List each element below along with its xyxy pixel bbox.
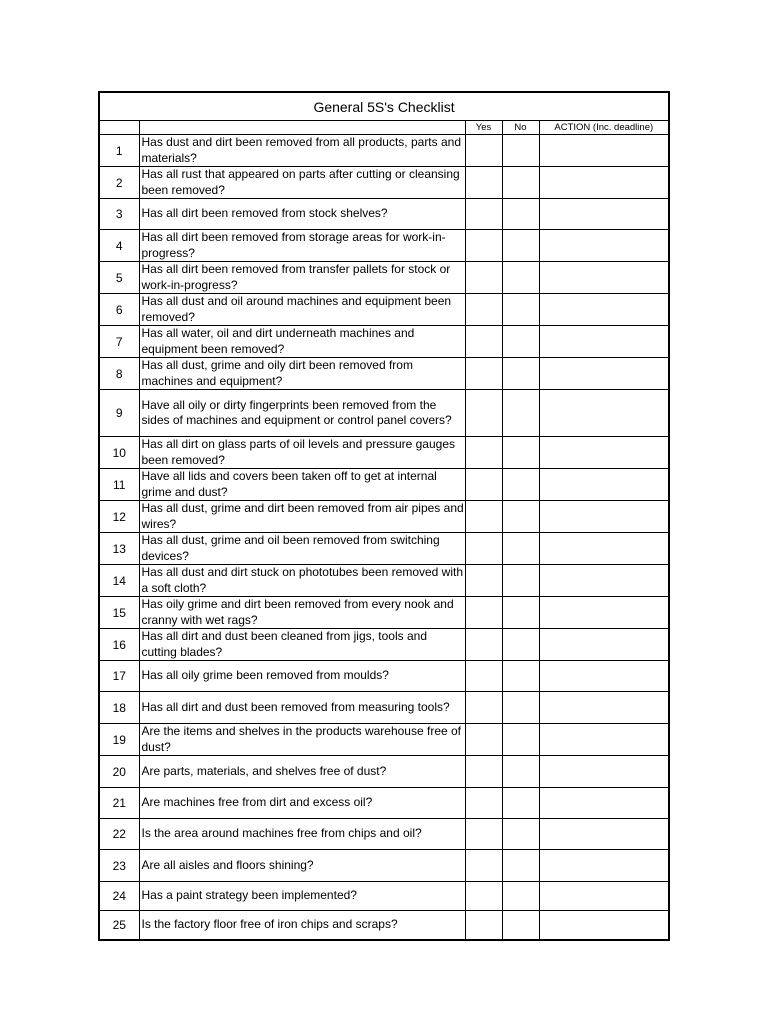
checklist-row: [99, 262, 669, 294]
item-question: Has all dust, grime and oily dirt been removed from machines and equipment?: [139, 358, 465, 390]
action-cell[interactable]: [539, 724, 669, 756]
action-cell[interactable]: [539, 501, 669, 533]
action-cell[interactable]: [539, 882, 669, 911]
no-cell[interactable]: [502, 262, 539, 294]
item-number: 16: [99, 629, 139, 661]
item-question: Has all dirt and dust been cleaned from jigs, tools and cutting blades?: [139, 629, 465, 661]
no-cell[interactable]: [502, 724, 539, 756]
action-cell[interactable]: [539, 850, 669, 882]
action-cell[interactable]: [539, 469, 669, 501]
checklist-row: [99, 629, 669, 661]
action-cell[interactable]: [539, 597, 669, 629]
item-number: 5: [99, 262, 139, 294]
action-cell[interactable]: [539, 199, 669, 230]
item-question: Are the items and shelves in the products warehouse free of dust?: [139, 724, 465, 756]
checklist-row: [99, 469, 669, 501]
item-number: 9: [99, 390, 139, 437]
action-cell[interactable]: [539, 565, 669, 597]
yes-cell[interactable]: [465, 230, 502, 262]
checklist-table: [98, 91, 670, 941]
action-cell[interactable]: [539, 358, 669, 390]
item-question: Has oily grime and dirt been removed from every nook and cranny with wet rags?: [139, 597, 465, 629]
header-question-blank: [139, 121, 465, 135]
item-number: 1: [99, 135, 139, 167]
yes-cell[interactable]: [465, 262, 502, 294]
item-number: 3: [99, 199, 139, 230]
item-number: 6: [99, 294, 139, 326]
no-cell[interactable]: [502, 533, 539, 565]
checklist-row: [99, 294, 669, 326]
yes-cell[interactable]: [465, 469, 502, 501]
checklist-row: [99, 850, 669, 882]
no-cell[interactable]: [502, 437, 539, 469]
item-number: 20: [99, 756, 139, 788]
no-cell[interactable]: [502, 850, 539, 882]
action-cell[interactable]: [539, 390, 669, 437]
no-cell[interactable]: [502, 565, 539, 597]
yes-cell[interactable]: [465, 294, 502, 326]
yes-cell[interactable]: [465, 167, 502, 199]
checklist-row: [99, 199, 669, 230]
no-cell[interactable]: [502, 469, 539, 501]
item-number: 21: [99, 788, 139, 819]
yes-cell[interactable]: [465, 501, 502, 533]
checklist-row: [99, 135, 669, 167]
no-cell[interactable]: [502, 294, 539, 326]
yes-cell[interactable]: [465, 692, 502, 724]
action-cell[interactable]: [539, 437, 669, 469]
yes-cell[interactable]: [465, 819, 502, 850]
item-number: 22: [99, 819, 139, 850]
item-number: 2: [99, 167, 139, 199]
action-cell[interactable]: [539, 756, 669, 788]
checklist-row: [99, 597, 669, 629]
action-cell[interactable]: [539, 135, 669, 167]
no-cell[interactable]: [502, 326, 539, 358]
action-cell[interactable]: [539, 326, 669, 358]
yes-cell[interactable]: [465, 724, 502, 756]
no-cell[interactable]: [502, 597, 539, 629]
action-cell[interactable]: [539, 230, 669, 262]
checklist-row: [99, 390, 669, 437]
header-no: No: [502, 121, 539, 135]
action-cell[interactable]: [539, 629, 669, 661]
checklist-row: [99, 661, 669, 692]
no-cell[interactable]: [502, 135, 539, 167]
no-cell[interactable]: [502, 692, 539, 724]
checklist-title: General 5S's Checklist: [99, 92, 669, 121]
yes-cell[interactable]: [465, 882, 502, 911]
no-cell[interactable]: [502, 501, 539, 533]
no-cell[interactable]: [502, 911, 539, 940]
checklist-row: [99, 230, 669, 262]
no-cell[interactable]: [502, 819, 539, 850]
item-number: 24: [99, 882, 139, 911]
item-question: Has all dust and dirt stuck on phototubes been removed with a soft cloth?: [139, 565, 465, 597]
item-question: Is the factory floor free of iron chips and scraps?: [139, 911, 465, 940]
item-number: 7: [99, 326, 139, 358]
header-row: [99, 121, 669, 135]
header-action: ACTION (Inc. deadline): [539, 121, 669, 135]
no-cell[interactable]: [502, 629, 539, 661]
item-question: Are parts, materials, and shelves free of dust?: [139, 756, 465, 788]
item-number: 19: [99, 724, 139, 756]
item-question: Are machines free from dirt and excess oil?: [139, 788, 465, 819]
no-cell[interactable]: [502, 230, 539, 262]
item-question: Has all dust and oil around machines and equipment been removed?: [139, 294, 465, 326]
item-question: Is the area around machines free from chips and oil?: [139, 819, 465, 850]
action-cell[interactable]: [539, 788, 669, 819]
checklist-row: [99, 819, 669, 850]
action-cell[interactable]: [539, 294, 669, 326]
item-question: Have all oily or dirty fingerprints been removed from the sides of machines and equipment or control panel covers?: [139, 390, 465, 437]
yes-cell[interactable]: [465, 597, 502, 629]
yes-cell[interactable]: [465, 911, 502, 940]
yes-cell[interactable]: [465, 756, 502, 788]
yes-cell[interactable]: [465, 326, 502, 358]
checklist-row: [99, 565, 669, 597]
yes-cell[interactable]: [465, 788, 502, 819]
item-question: Have all lids and covers been taken off to get at internal grime and dust?: [139, 469, 465, 501]
item-question: Has all oily grime been removed from moulds?: [139, 661, 465, 692]
checklist-row: [99, 911, 669, 940]
item-question: Has all dirt been removed from storage areas for work-in-progress?: [139, 230, 465, 262]
checklist-row: [99, 167, 669, 199]
no-cell[interactable]: [502, 358, 539, 390]
no-cell[interactable]: [502, 167, 539, 199]
item-number: 12: [99, 501, 139, 533]
yes-cell[interactable]: [465, 199, 502, 230]
item-number: 10: [99, 437, 139, 469]
item-question: Has all dirt and dust been removed from measuring tools?: [139, 692, 465, 724]
yes-cell[interactable]: [465, 661, 502, 692]
checklist-row: [99, 326, 669, 358]
item-question: Has dust and dirt been removed from all products, parts and materials?: [139, 135, 465, 167]
checklist-row: [99, 692, 669, 724]
item-number: 23: [99, 850, 139, 882]
no-cell[interactable]: [502, 390, 539, 437]
action-cell[interactable]: [539, 661, 669, 692]
yes-cell[interactable]: [465, 533, 502, 565]
yes-cell[interactable]: [465, 437, 502, 469]
item-number: 4: [99, 230, 139, 262]
checklist-row: [99, 724, 669, 756]
checklist-row: [99, 501, 669, 533]
checklist-row: [99, 882, 669, 911]
no-cell[interactable]: [502, 199, 539, 230]
item-number: 14: [99, 565, 139, 597]
item-number: 13: [99, 533, 139, 565]
yes-cell[interactable]: [465, 629, 502, 661]
item-number: 18: [99, 692, 139, 724]
item-question: Has all rust that appeared on parts after cutting or cleansing been removed?: [139, 167, 465, 199]
item-number: 25: [99, 911, 139, 940]
no-cell[interactable]: [502, 882, 539, 911]
item-question: Has a paint strategy been implemented?: [139, 882, 465, 911]
item-question: Has all water, oil and dirt underneath machines and equipment been removed?: [139, 326, 465, 358]
yes-cell[interactable]: [465, 565, 502, 597]
item-number: 15: [99, 597, 139, 629]
item-number: 17: [99, 661, 139, 692]
item-question: Has all dirt on glass parts of oil levels and pressure gauges been removed?: [139, 437, 465, 469]
header-yes: Yes: [465, 121, 502, 135]
action-cell[interactable]: [539, 262, 669, 294]
item-question: Has all dust, grime and oil been removed from switching devices?: [139, 533, 465, 565]
checklist-row: [99, 533, 669, 565]
item-question: Has all dirt been removed from stock shelves?: [139, 199, 465, 230]
yes-cell[interactable]: [465, 390, 502, 437]
checklist-row: [99, 358, 669, 390]
yes-cell[interactable]: [465, 358, 502, 390]
action-cell[interactable]: [539, 167, 669, 199]
item-number: 11: [99, 469, 139, 501]
action-cell[interactable]: [539, 819, 669, 850]
checklist-row: [99, 756, 669, 788]
checklist-row: [99, 437, 669, 469]
item-question: Has all dirt been removed from transfer pallets for stock or work-in-progress?: [139, 262, 465, 294]
action-cell[interactable]: [539, 533, 669, 565]
action-cell[interactable]: [539, 692, 669, 724]
no-cell[interactable]: [502, 661, 539, 692]
item-number: 8: [99, 358, 139, 390]
header-number-blank: [99, 121, 139, 135]
title-row: [99, 92, 669, 121]
yes-cell[interactable]: [465, 850, 502, 882]
action-cell[interactable]: [539, 911, 669, 940]
item-question: Are all aisles and floors shining?: [139, 850, 465, 882]
no-cell[interactable]: [502, 756, 539, 788]
checklist-row: [99, 788, 669, 819]
no-cell[interactable]: [502, 788, 539, 819]
item-question: Has all dust, grime and dirt been removed from air pipes and wires?: [139, 501, 465, 533]
yes-cell[interactable]: [465, 135, 502, 167]
